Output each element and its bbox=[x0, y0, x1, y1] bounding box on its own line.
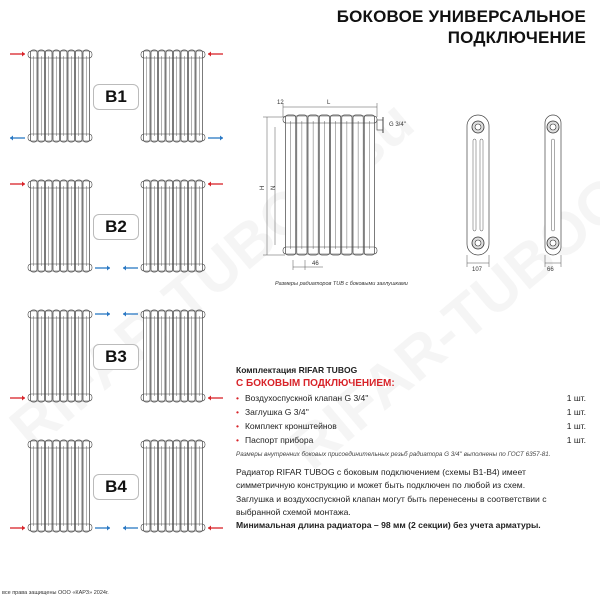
radiator-right bbox=[141, 440, 205, 532]
flow-arrow-icon bbox=[208, 182, 223, 187]
flow-arrow-icon bbox=[123, 526, 138, 531]
kit-note: Размеры внутренних боковых присоединительных резьб радиатора G 3/4'' выполнены по ГОСТ 6357-81. bbox=[236, 451, 551, 458]
dimension-label: 46 bbox=[312, 261, 319, 267]
kit-item bbox=[236, 421, 586, 431]
kit-item-name: Заглушка G 3/4'' bbox=[244, 407, 309, 417]
dimension-label: N bbox=[271, 185, 277, 190]
dimension-label: H bbox=[260, 185, 266, 190]
kit-section bbox=[236, 365, 586, 458]
kit-item bbox=[236, 407, 586, 417]
drawing-caption: Размеры радиаторов TUB с боковыми заглушками bbox=[275, 281, 408, 287]
description-p2: Заглушка и воздухоспускной клапан могут быть перенесены в соответствии с выбранной схемой монтажа. bbox=[236, 493, 547, 517]
kit-heading: Комплектация RIFAR TUBOG bbox=[236, 365, 358, 375]
title-line-1: БОКОВОЕ УНИВЕРСАЛЬНОЕ bbox=[336, 7, 586, 26]
radiator-side-view bbox=[545, 115, 561, 255]
flow-arrow-icon bbox=[10, 136, 25, 141]
kit-item-name: Комплект кронштейнов bbox=[244, 421, 337, 431]
title-line-2: ПОДКЛЮЧЕНИЕ bbox=[447, 28, 586, 47]
kit-item-qty: 1 шт. bbox=[566, 435, 586, 445]
kit-item-name: Паспорт прибора bbox=[244, 435, 314, 445]
flow-arrow-icon bbox=[10, 182, 25, 187]
radiator-right bbox=[141, 50, 205, 142]
copyright: все права защищены ООО «КАРЗ» 2024г. bbox=[2, 590, 109, 596]
flow-arrow-icon bbox=[208, 526, 223, 531]
radiator-left bbox=[28, 310, 92, 402]
kit-item bbox=[236, 435, 586, 445]
description-p3: Минимальная длина радиатора – 98 мм (2 секции) без учета арматуры. bbox=[236, 520, 541, 531]
radiator-side-view bbox=[467, 115, 489, 255]
dimension-label: 12 bbox=[277, 100, 284, 106]
flow-arrow-icon bbox=[10, 526, 25, 531]
flow-arrow-icon bbox=[95, 312, 110, 317]
radiator-front-view bbox=[283, 115, 377, 255]
kit-item-qty: 1 шт. bbox=[566, 421, 586, 431]
dimension-label: 107 bbox=[472, 267, 483, 273]
scheme-label: B1 bbox=[93, 84, 139, 110]
kit-item-qty: 1 шт. bbox=[566, 393, 586, 403]
bullet-icon: • bbox=[236, 435, 239, 445]
dimension-label: L bbox=[327, 100, 331, 106]
flow-arrow-icon bbox=[95, 526, 110, 531]
scheme-label: B4 bbox=[93, 474, 139, 500]
flow-arrow-icon bbox=[208, 136, 223, 141]
flow-arrow-icon bbox=[208, 52, 223, 57]
page-title bbox=[337, 6, 586, 48]
flow-arrow-icon bbox=[123, 312, 138, 317]
dimension-label: G 3/4'' bbox=[389, 122, 406, 128]
kit-item-qty: 1 шт. bbox=[566, 407, 586, 417]
bullet-icon: • bbox=[236, 393, 239, 403]
radiator-left bbox=[28, 440, 92, 532]
radiator-right bbox=[141, 310, 205, 402]
scheme-label: B2 bbox=[93, 214, 139, 240]
radiator-left bbox=[28, 180, 92, 272]
flow-arrow-icon bbox=[95, 266, 110, 271]
description-p1: Радиатор RIFAR TUBOG с боковым подключением (схемы В1-В4) имеет симметричную конструкцию и может быть подключен по любой из схем. bbox=[236, 467, 526, 491]
bullet-icon: • bbox=[236, 421, 239, 431]
scheme-label: B3 bbox=[93, 344, 139, 370]
technical-drawing bbox=[255, 95, 600, 295]
flow-arrow-icon bbox=[123, 266, 138, 271]
kit-item-name: Воздухоспускной клапан G 3/4'' bbox=[244, 393, 369, 403]
radiator-left bbox=[28, 50, 92, 142]
kit-item bbox=[236, 393, 586, 403]
flow-arrow-icon bbox=[208, 396, 223, 401]
bullet-icon: • bbox=[236, 407, 239, 417]
flow-arrow-icon bbox=[10, 52, 25, 57]
description bbox=[236, 466, 586, 532]
flow-arrow-icon bbox=[10, 396, 25, 401]
radiator-right bbox=[141, 180, 205, 272]
kit-subheading: С БОКОВЫМ ПОДКЛЮЧЕНИЕМ: bbox=[236, 378, 395, 389]
dimension-label: 66 bbox=[547, 267, 554, 273]
